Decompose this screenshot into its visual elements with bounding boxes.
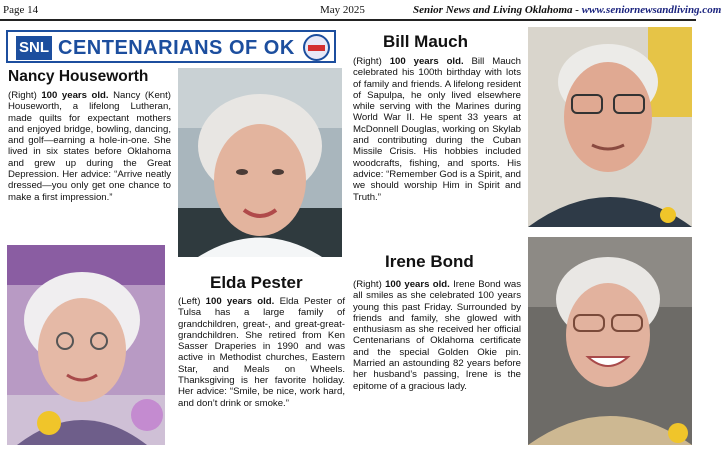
header-rule <box>0 19 696 21</box>
issue-date: May 2025 <box>320 4 365 16</box>
article-body-elda <box>178 296 345 409</box>
article-text-nancy: Nancy (Kent) Houseworth, a lifelong Lutheran, made quilts for expectant mothers and enjoyed bridge, bowling, dancing, and golf—earning a hole-in-one. She lived in six states before Oklahoma and grew up during the Great Depression. Her advice: “Arrive neatly dressed—you only get one chance to make a first impression.” <box>8 90 171 203</box>
article-age-nancy: 100 years old. <box>41 90 109 101</box>
page-header <box>0 0 721 20</box>
section-banner <box>6 30 336 63</box>
article-name-bill: Bill Mauch <box>383 32 469 51</box>
publication-title: Senior News and Living Oklahoma - <box>413 4 582 16</box>
photo-elda-pester <box>178 68 342 257</box>
page-number: Page 14 <box>3 4 39 16</box>
article-position-irene: (Right) <box>353 279 382 290</box>
publication-url[interactable]: www.seniornewsandliving.com <box>581 4 721 16</box>
article-name-irene: Irene Bond <box>385 252 474 271</box>
article-text-elda: Elda Pester of Tulsa has a large family of grandchildren, great-, and great-great-grandchildren. She retired from Ken Sasser Draperies in 1990 and was active in Methodist churches, Eastern Star, and Meals on Wheels. Thanksgiving is her favorite holiday. Her advice: “Smile, be nice, work hard, and don’t drink or smoke.” <box>178 296 345 409</box>
snl-logo: SNL <box>16 36 52 60</box>
article-position-bill: (Right) <box>353 56 382 67</box>
article-name-nancy: Nancy Houseworth <box>8 68 149 85</box>
article-position-nancy: (Right) <box>8 90 37 101</box>
photo-nancy-houseworth <box>7 245 165 445</box>
centenarians-badge-icon <box>303 34 330 61</box>
article-text-bill: Bill Mauch celebrated his 100th birthday with lots of family and friends. A lifelong resident of Sapulpa, he only lived elsewhere while serving with the Marines during World War II. He spent 33 years at McDonnell Douglas, working on Skylab and contributing during the Cuban Missile Crisis. His hobbies included woodcrafts, fishing, and sports. His advice: “Remember God is a Spirit, and we should worship Him in Spirit and Truth.” <box>353 56 522 203</box>
article-body-bill <box>353 56 521 203</box>
article-body-nancy <box>8 90 171 203</box>
article-name-elda: Elda Pester <box>210 273 303 292</box>
article-age-bill: 100 years old. <box>389 56 464 67</box>
article-text-irene: Irene Bond was all smiles as she celebrated 100 years young this past Friday. Surrounded by friends and family, she glowed with enthusiasm as she received her official Centenarians of Oklahoma certificate and the special Golden Okie pin. Married an astounding 82 years before her husband’s passing, Irene is the epitome of a gracious lady. <box>353 279 522 392</box>
photo-bill-mauch <box>528 27 692 227</box>
article-age-irene: 100 years old. <box>385 279 450 290</box>
section-title: CENTENARIANS OF OK <box>58 37 295 59</box>
article-body-irene <box>353 279 521 392</box>
article-age-elda: 100 years old. <box>205 296 275 307</box>
publication-name <box>413 4 721 16</box>
photo-irene-bond <box>528 237 692 445</box>
article-position-elda: (Left) <box>178 296 201 307</box>
